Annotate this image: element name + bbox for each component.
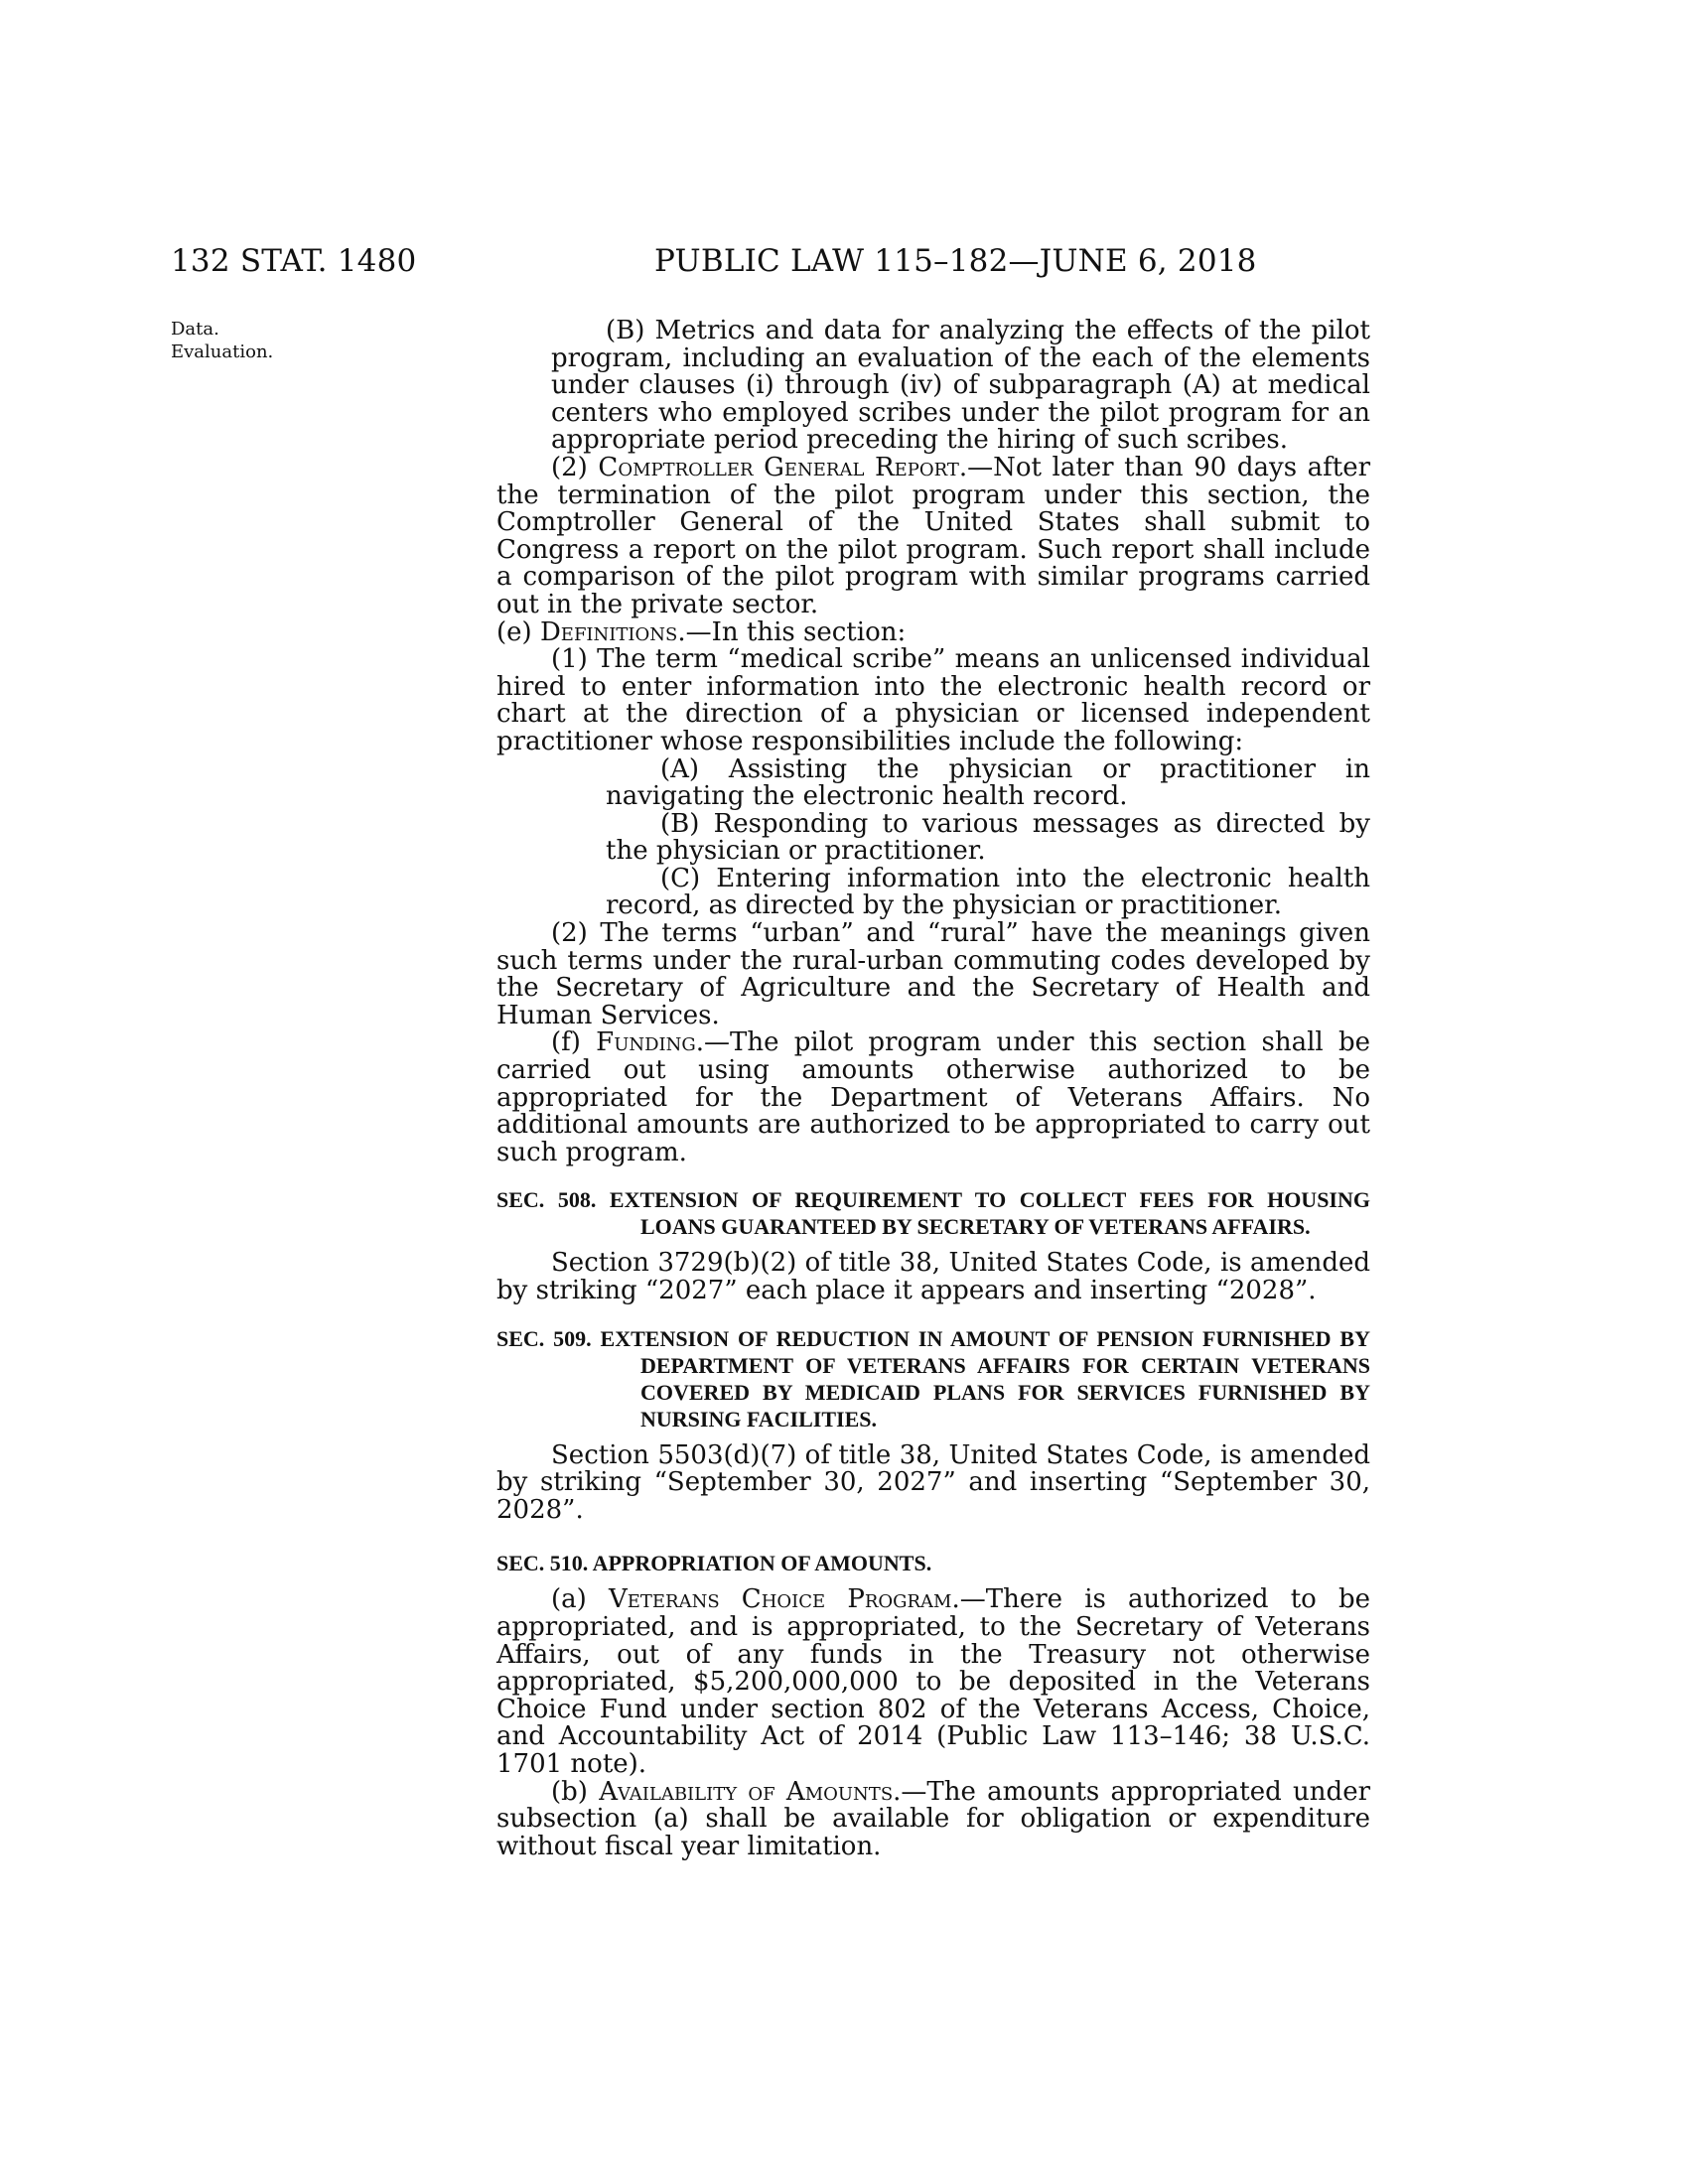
subsection-heading: Comptroller General Report (598, 452, 959, 482)
section-510-a (496, 1586, 1370, 1778)
paragraph-medical-scribe: (1) The term “medical scribe” means an unlicensed individual hired to enter information into the electronic health record or chart at the direction of a physician or licensed independent practitioner whose responsibilities include the following: (496, 644, 1370, 756)
section-508-heading: SEC. 508. EXTENSION OF REQUIREMENT TO COLLECT FEES FOR HOUSING LOANS GUARANTEED BY SECRETARY OF VETERANS AFFAIRS. (496, 1187, 1370, 1240)
paragraph-text: .—The amounts appropriated under subsection (a) shall be available for obligation or expenditure without fiscal year limitation. (496, 1776, 1371, 1861)
paragraph-lead: (b) (551, 1776, 600, 1807)
main-text (496, 318, 1370, 1860)
subsection-heading: Definitions (539, 616, 678, 647)
paragraph-scribe-b: (B) Responding to various messages as directed by the physician or practitioner. (606, 808, 1370, 867)
section-509-text: Section 5503(d)(7) of title 38, United States Code, is amended by striking “September 30, 2027” and inserting “September 30, 2028”. (496, 1439, 1370, 1525)
paragraph-b-metrics: (B) Metrics and data for analyzing the effects of the pilot program, including an evaluation of the each of the elements under clauses (i) through (iv) of subparagraph (A) at medical centers who employed scribes under the pilot program for an appropriate period preceding the hiring of such scribes. (551, 316, 1370, 456)
page-header (171, 243, 1372, 289)
section-509-heading: SEC. 509. EXTENSION OF REDUCTION IN AMOUNT OF PENSION FURNISHED BY DEPARTMENT OF VETERANS AFFAIRS FOR CERTAIN VETERANS COVERED BY MEDICAID PLANS FOR SERVICES FURNISHED BY NURSING FACILITIES. (496, 1325, 1370, 1432)
stat-reference: 132 STAT. 1480 (171, 243, 417, 279)
paragraph-text: .—Not later than 90 days after the termination of the pilot program under this section, the Comptroller General of the United States shall submit to Congress a report on the pilot program. Such report shall include a comparison of the pilot program with similar programs carried out in the private sector. (496, 452, 1371, 619)
margin-note-evaluation: Evaluation. (171, 341, 274, 362)
paragraph-text: .—In this section: (677, 616, 907, 647)
margin-notes (171, 318, 359, 363)
paragraph-lead: (a) (551, 1584, 609, 1615)
paragraph-lead: (2) (551, 452, 599, 482)
subsection-heading: Availability of Amounts (599, 1776, 894, 1807)
paragraph-text: .—The pilot program under this section shall be carried out using amounts otherwise authorized to be appropriated for the Department of Veterans Affairs. No additional amounts are authorized to be appropriated to carry out such program. (496, 1027, 1370, 1167)
margin-note-data: Data. (171, 319, 219, 340)
paragraph-funding (496, 1029, 1370, 1166)
paragraph-comptroller-report (496, 452, 1371, 619)
subsection-heading: Veterans Choice Program (608, 1584, 952, 1615)
paragraph-definitions (496, 616, 1370, 647)
section-508-text: Section 3729(b)(2) of title 38, United States Code, is amended by striking “2027” each place it appears and inserting “2028”. (496, 1248, 1370, 1305)
section-510-heading: SEC. 510. APPROPRIATION OF AMOUNTS. (496, 1551, 932, 1576)
paragraph-text: .—There is authorized to be appropriated, and is appropriated, to the Secretary of Veterans Affairs, out of any funds in the Treasury not otherwise appropriated, $5,200,000,000 to be deposited in the Veterans Choice Fund under section 802 of the Veterans Access, Choice, and Accountability Act of 2014 (Public Law 113–146; 38 U.S.C. 1701 note). (496, 1584, 1370, 1779)
paragraph-scribe-c: (C) Entering information into the electronic health record, as directed by the physician or practitioner. (606, 863, 1370, 921)
paragraph-scribe-a: (A) Assisting the physician or practitioner in navigating the electronic health record. (606, 753, 1370, 812)
paragraph-urban-rural: (2) The terms “urban” and “rural” have the meanings given such terms under the rural-urban commuting codes developed by the Secretary of Agriculture and the Secretary of Health and Human Services. (496, 918, 1370, 1030)
page-title: PUBLIC LAW 115–182—JUNE 6, 2018 (654, 243, 1257, 279)
paragraph-lead: (e) (496, 616, 540, 647)
subsection-heading: Funding (596, 1027, 696, 1058)
section-510-b (496, 1776, 1371, 1861)
paragraph-lead: (f) (551, 1027, 597, 1058)
